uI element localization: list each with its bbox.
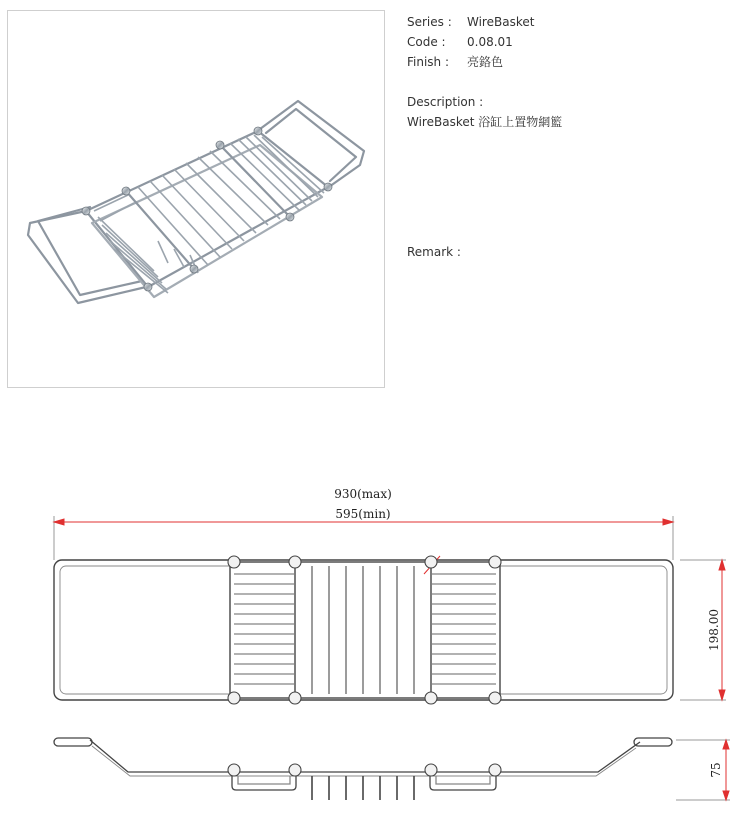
dimension-depth-text: 198.00 — [707, 609, 721, 651]
dimension-min-text: 595(min) — [335, 507, 391, 521]
description-block — [407, 92, 562, 132]
finish-label: Finish : — [407, 55, 450, 69]
code-label: Code : — [407, 35, 446, 49]
dimension-height-text: 75 — [709, 762, 723, 778]
side-view — [54, 738, 672, 800]
code-row — [407, 32, 534, 52]
dimension-max-text: 930(max) — [334, 487, 392, 501]
technical-drawing — [0, 470, 740, 820]
series-value: WireBasket — [467, 15, 535, 29]
product-info — [407, 12, 534, 72]
top-view — [54, 556, 673, 704]
series-row — [407, 12, 534, 32]
product-photo — [7, 10, 385, 388]
finish-row — [407, 52, 534, 72]
wire-basket-image — [8, 11, 386, 389]
series-label: Series : — [407, 15, 452, 29]
finish-value: 亮鉻色 — [467, 55, 504, 69]
description-value: WireBasket 浴缸上置物網籃 — [407, 115, 563, 129]
remark-label: Remark : — [407, 245, 461, 259]
width-dimension-line — [54, 516, 673, 560]
code-value: 0.08.01 — [467, 35, 513, 49]
description-label: Description : — [407, 95, 484, 109]
